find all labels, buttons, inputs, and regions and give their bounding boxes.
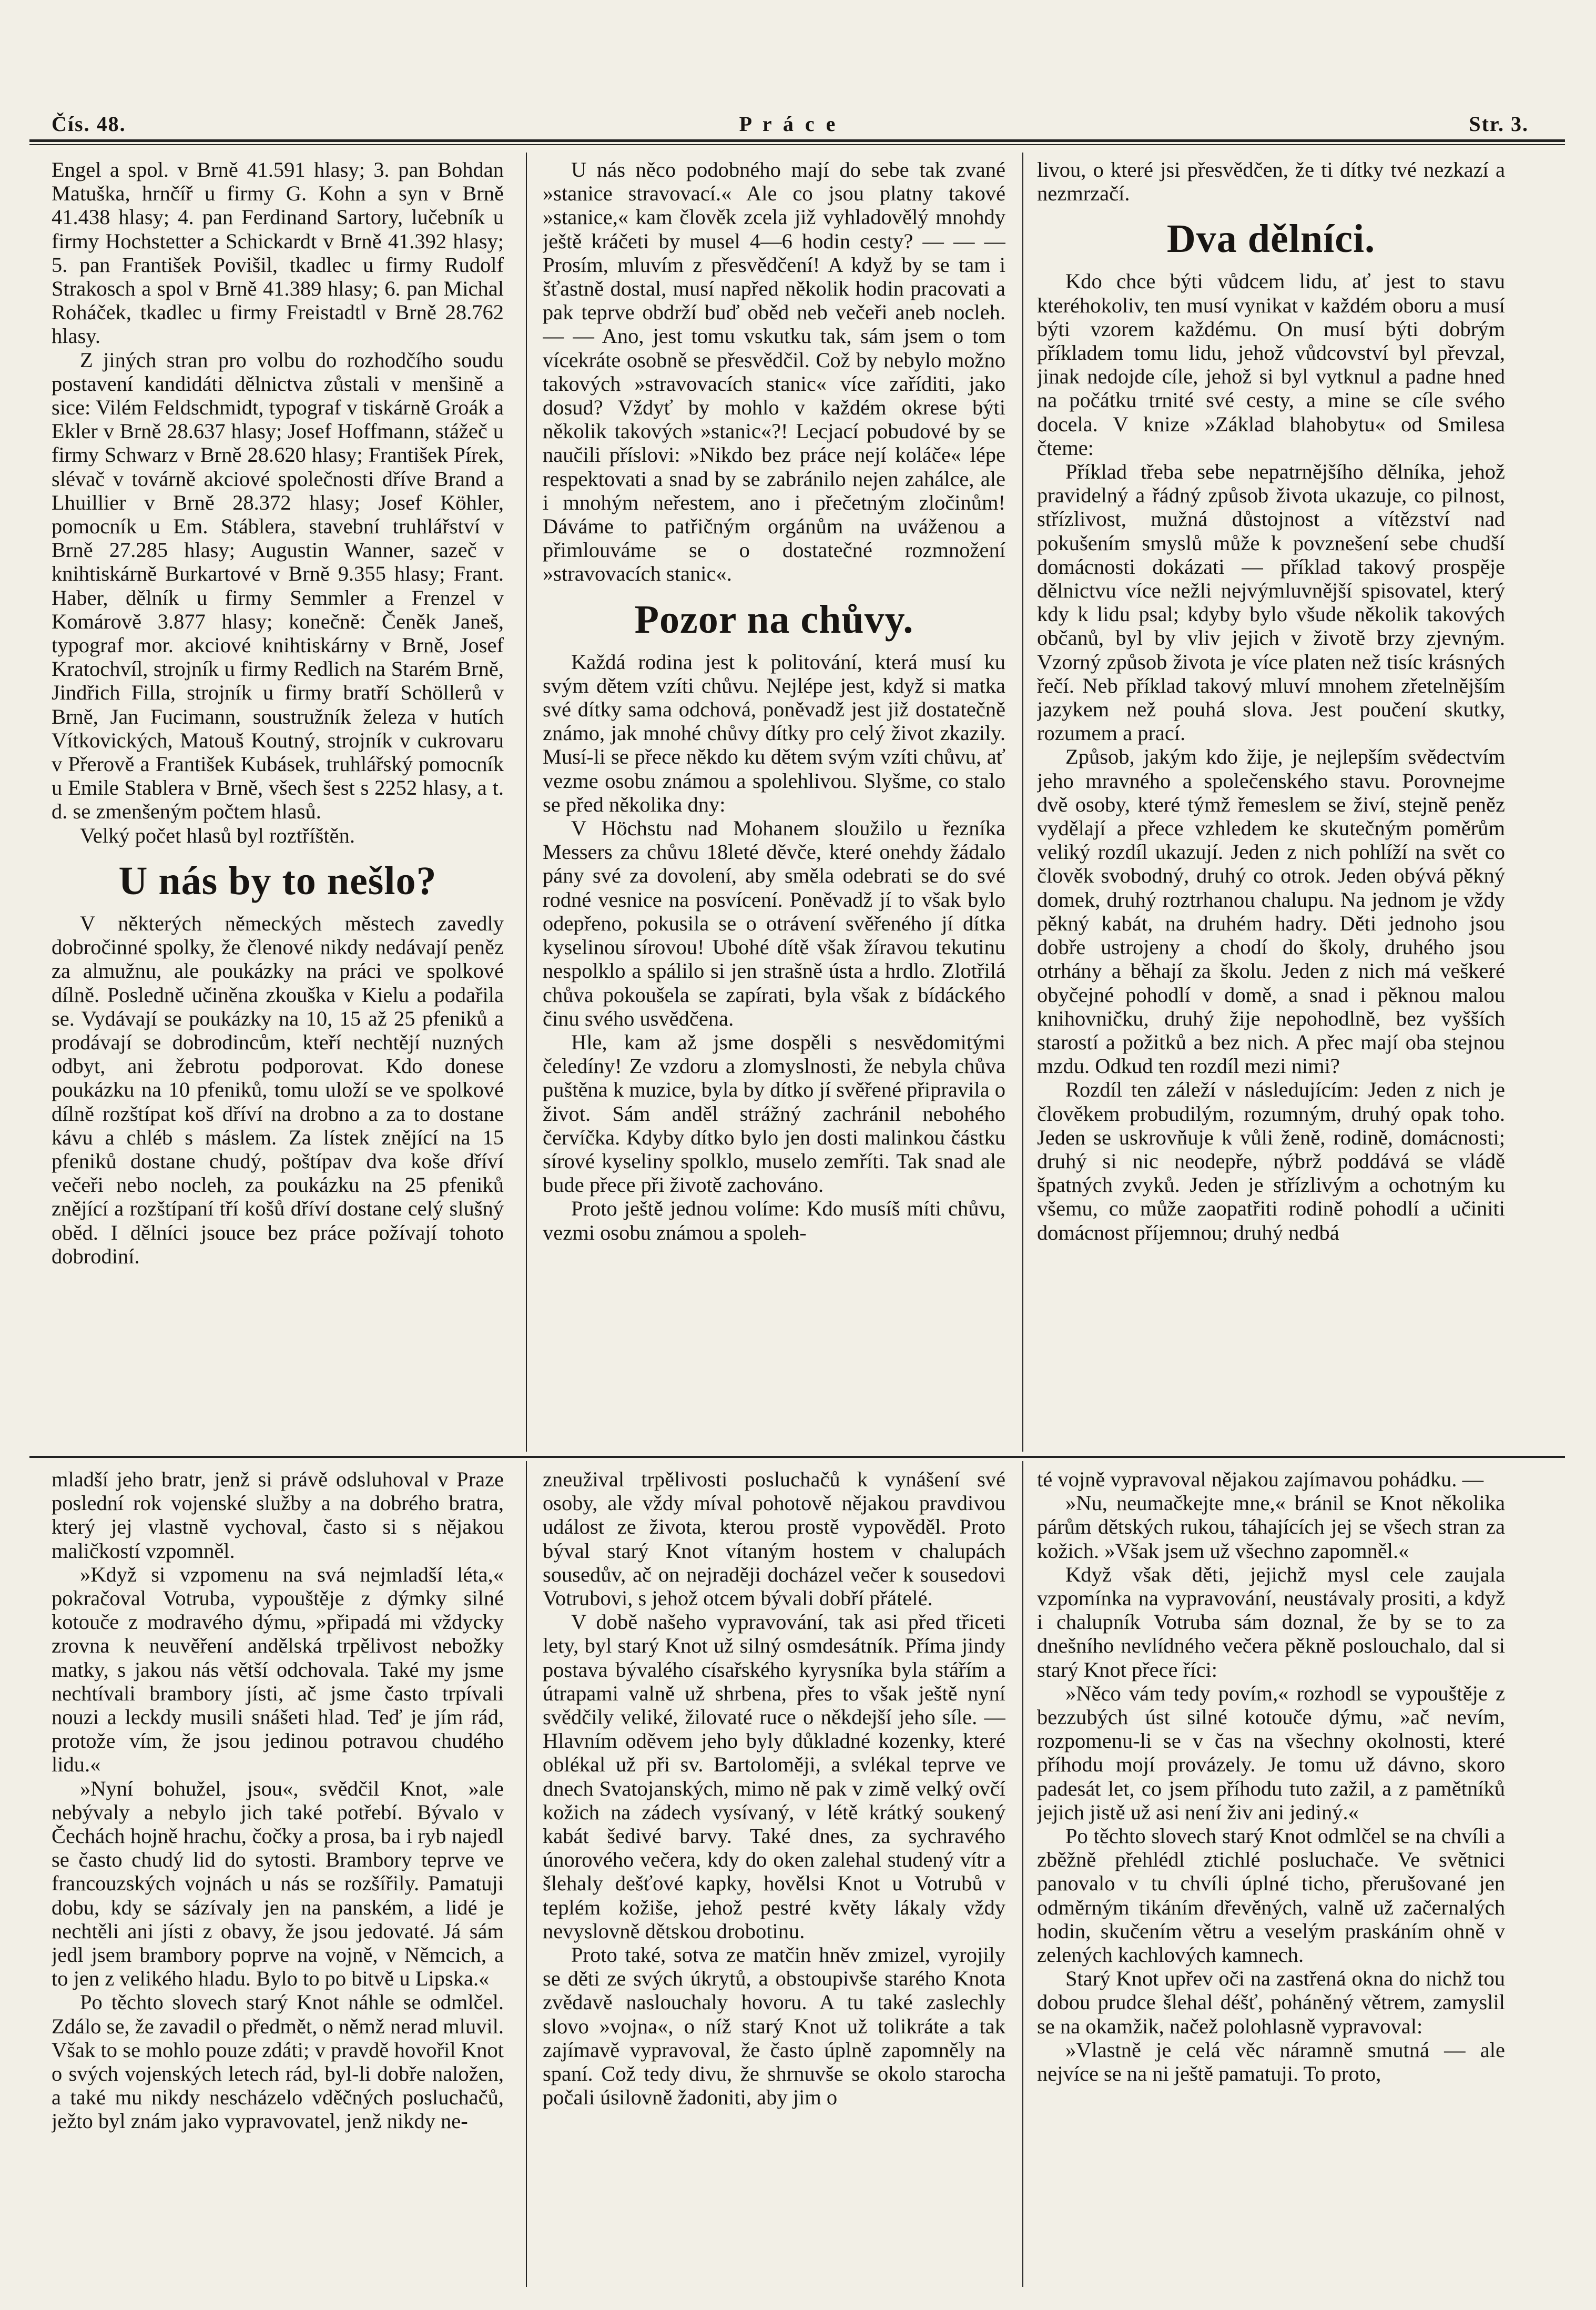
article-paragraph: »Když si vzpomenu na svá nejmladší léta,« pokračoval Votruba, vypouštěje z dýmky silné kotouče z modravého dýmu, »připadá mi vždycky zrovna k neuvěření andělská trpělivost nebožky matky, s jakou nás větší odchovala. Také my jsme nechtívali brambory jísti, ač jsme často trpívali nouzi a leckdy musili snášeti hlad. Teď je jím rád, protože vím, že jsou jedinou potravou chudého lidu.« xyxy=(52,1562,504,1777)
header-rule xyxy=(29,139,1565,142)
article-paragraph: livou, o které jsi přesvědčen, že ti dítky tvé nezkazí a nezmrzačí. xyxy=(1037,158,1505,206)
article-paragraph: »Něco vám tedy povím,« rozhodl se vypouštěje z bezzubých úst silné kotouče dýmu, »ač nevím, rozpomenu-li se v čas na všechny okolnosti, které příhodu mojí provázely. Je tomu už dávno, skoro padesát let, co jsem příhodu tuto zažil, a z pamětníků jejich jistě už asi není živ ani jediný.« xyxy=(1037,1681,1505,1824)
lower-column-3 xyxy=(1037,1467,1505,2288)
lower-column-1 xyxy=(52,1467,504,2288)
article-paragraph: Po těchto slovech starý Knot náhle se odmlčel. Zdálo se, že zavadil o předmět, o němž nerad mluvil. Však to se mohlo pouze zdáti; v pravdě hovořil Knot o svých vojenských letech rád, byl-li dobře naložen, a také mu nikdy nescházelo vděčných posluchačů, ježto byl znám jako vypravovatel, jenž nikdy ne- xyxy=(52,1990,504,2133)
article-paragraph: Proto také, sotva ze matčin hněv zmizel, vyrojily se děti ze svých úkrytů, a obstoupivše starého Knota zvědavě naslouchaly hovoru. A tu také zaslechly slovo »vojna«, o níž starý Knot už tolikráte a tak zajímavě vypravoval, že často úplně zapomněly na spaní. Což tedy divu, že shrnuvše se okolo starocha počali úsilovně žadoniti, aby jim o xyxy=(543,1943,1005,2110)
upper-column-2 xyxy=(543,158,1005,1446)
article-paragraph: Engel a spol. v Brně 41.591 hlasy; 3. pan Bohdan Matuška, hrnčíř u firmy G. Kohn a syn v Brně 41.438 hlasy; 4. pan Ferdinand Sartory, lučebník u firmy Hochstetter a Schickardt v Brně 41.392 hlasy; 5. pan František Povišil, tkadlec u firmy Rudolf Strakosch a spol v Brně 41.389 hlasy; 6. pan Michal Roháček, tkadlec u firmy Freistadtl v Brně 28.762 hlasy. xyxy=(52,158,504,348)
article-paragraph: mladší jeho bratr, jenž si právě odsluhoval v Praze poslední rok vojenské služby a na dobrého bratra, který jej vlastně vychoval, často si s nějakou maličkostí vzpomněl. xyxy=(52,1467,504,1563)
article-paragraph: Kdo chce býti vůdcem lidu, ať jest to stavu kteréhokoliv, ten musí vynikat v každém oboru a musí býti vzorem každému. On musí býti dobrým příkladem tomu lidu, jehož vůdcovství byl převzal, jinak nedojde cíle, jehož si byl vytknul a padne hned na počátku trnité své cesty, a mine se cíle svého docela. V knize »Základ blahobytu« od Smilesa čteme: xyxy=(1037,269,1505,460)
article-headline: Pozor na chůvy. xyxy=(634,597,914,642)
article-paragraph: »Nu, neumačkejte mne,« bránil se Knot několika párům dětských rukou, táhajících jej se všech stran za kožich. »Však jsem už všechno zapomněl.« xyxy=(1037,1491,1505,1563)
header-rule-thin xyxy=(29,144,1565,145)
article-headline: Dva dělníci. xyxy=(1166,217,1376,261)
article-paragraph: Způsob, jakým kdo žije, je nejlepším svědectvím jeho mravného a společenského stavu. Porovnejme dvě osoby, které týmž řemeslem se živí, stejně peněz vydělají a přece vzhledem ke skutečným poměrům veliký rozdíl ukazují. Jeden z nich pohlíží na svět co člověk svobodný, druhý co otrok. Jeden obývá pěkný domek, druhý roztrhanou chalupu. Na jednom je vždy pěkný kabát, na druhém hadry. Děti jednoho jsou dobře ustrojeny a chodí do školy, druhého jsou otrhány a běhají za školu. Jeden z nich má veškeré obyčejné pohodlí v domě, a snad i pěknou malou knihovničku, druhý žije nepohodlně, bez vyšších starostí a požitků a bez nich. A přec mají oba stejnou mzdu. Odkud ten rozdíl mezi nimi? xyxy=(1037,745,1505,1078)
section-divider xyxy=(29,1456,1565,1458)
article-paragraph: V Höchstu nad Mohanem sloužilo u řezníka Messers za chůvu 18leté děvče, které onehdy žádalo pány své za dovolení, aby směla odebrati se do své rodné vesnice na posvícení. Poněvadž jí to však bylo odepřeno, pokusila se o otrávení svěřeného jí dítka kyselinou sírovou! Ubohé dítě však žíravou tekutinu nespolklo a spálilo si jen strašně ústa a hrdlo. Zlotřilá chůva pokoušela se zapírati, byla však z bídáckého činu svého usvědčena. xyxy=(543,816,1005,1030)
article-paragraph: Rozdíl ten záleží v následujícím: Jeden z nich je člověkem probudilým, rozumným, druhý opak toho. Jeden se uskrovňuje k vůli ženě, rodině, domácnosti; druhý si nic neodepře, nýbrž poddává se vládě špatných zvyků. Jeden je střízlivým a ochotným ku všemu, co může zaopatřiti rodině pohodlí a učiniti domácnost příjemnou; druhý nedbá xyxy=(1037,1078,1505,1244)
article-paragraph: zneužival trpělivosti posluchačů k vynášení své osoby, ale vždy míval pohotově nějakou pravdivou událost ze života, kterou prostě vypověděl. Proto býval starý Knot vítaným hostem v chalupách sousedův, ač on nejraději docházel večer k sousedovi Votrubovi, s jehož otcem bývali dobří přátelé. xyxy=(543,1467,1005,1610)
article-paragraph: »Nyní bohužel, jsou«, svědčil Knot, »ale nebývaly a nebylo jich také potřebí. Bývalo v Čechách hojně hrachu, čočky a prosa, ba i ryb najedl se často chudý lid do sytosti. Brambory teprve ve francouzských vojnách u nás se rozšířily. Pamatuji dobu, kdy se sázívaly jen na panském, a lidé je nechtěli ani jísti z obavy, že jsou jedovaté. Já sám jedl jsem brambory poprve na vojně, v Němcich, a to jen z velikého hladu. Bylo to po bitvě u Lipska.« xyxy=(52,1776,504,1991)
article-paragraph: Po těchto slovech starý Knot odmlčel se na chvíli a zběžně přehlédl ztichlé posluchače. Ve světnici panovalo v tu chvíli úplné ticho, přerušované jen odměrným tikáním dřevěných, valně už začernalých hodin, skučením větru a veselým praskáním ohně v zelených kachlových kamnech. xyxy=(1037,1824,1505,1967)
article-paragraph: Příklad třeba sebe nepatrnějšího dělníka, jehož pravidelný a řádný způsob života ukazuje, co pilnost, střízlivost, mužná důstojnost a vítězství nad pokušením smyslů může k povznešení sebe chudší domácnosti dokázati — příklad takový prospěje dělnictvu více nežli nejvýmluvnější spisovatel, který kdy k lidu psal; kdyby bylo všude několik takových občanů, byl by vliv jejich v životě brzy zjevným. Vzorný způsob života je více platen než tisíc krásných řečí. Neb příklad takový mluví mnohem zřetelnějším jazykem než pouhá slova. Jest poučení skutky, rozumem a prací. xyxy=(1037,460,1505,745)
column-divider xyxy=(1022,153,1023,1452)
upper-column-3 xyxy=(1037,158,1505,1446)
article-paragraph: Starý Knot upřev oči na zastřená okna do nichž tou dobou prudce šlehal déšť, poháněný větrem, zamyslil se na okamžik, načež polohlasně vypravoval: xyxy=(1037,1967,1505,2038)
article-paragraph: Z jiných stran pro volbu do rozhodčího soudu postavení kandidáti dělnictva zůstali v menšině a sice: Vilém Feldschmidt, typograf v tiskárně Groák a Ekler v Brně 28.637 hlasy; Josef Hoffmann, stážeč u firmy Schwarz v Brně 28.620 hlasy; František Pírek, slévač v továrně akciové společnosti dříve Brand a Lhuillier v Brně 28.372 hlasy; Josef Köhler, pomocník u Em. Stáblera, stavební truhlářství v Brně 27.285 hlasy; Augustin Wanner, sazeč v knihtiskárně Burkartové v Brně 9.355 hlasy; Frant. Haber, dělník u firmy Semmler a Frenzel v Komárově 3.877 hlasy; konečně: Čeněk Janeš, typograf mor. akciové knihtiskárny v Brně, Josef Kratochvíl, strojník u firmy Redlich na Starém Brně, Jindřich Filla, strojník u firmy bratří Schöllerů v Brně, Jan Fucimann, soustružník železa v hutích Vítkovických, Matouš Koutný, strojník v cukrovaru v Přerově a František Kubásek, truhlářský pomocník u Emile Stablera v Brně, všech šest s 2252 hlasy, a t. d. se zmenšeným počtem hlasů. xyxy=(52,348,504,824)
article-headline: U nás by to nešlo? xyxy=(118,858,437,903)
article-paragraph: Když však děti, jejichž mysl cele zaujala vzpomínka na vypravování, neustávaly prositi, a když i chalupník Votruba sám doznal, že by se to za dnešního nevlídného večera pěkně poslouchalo, dal si starý Knot přece říci: xyxy=(1037,1562,1505,1681)
article-paragraph: té vojně vypravoval nějakou zajímavou pohádku. — xyxy=(1037,1467,1484,1491)
article-paragraph: Hle, kam až jsme dospěli s nesvědomitými čeledíny! Ze vzdoru a zlomyslnosti, že nebyla chůva puštěna k muzice, byla by dítko jí svěřené připravila o život. Sám anděl strážný zachránil nebohého červíčka. Kdyby dítko bylo jen dosti malinkou částku sírové kyseliny spolklo, muselo zemříti. Tak snad ale bude přece při životě zachováno. xyxy=(543,1030,1005,1197)
upper-column-1 xyxy=(52,158,504,1446)
lower-column-2 xyxy=(543,1467,1005,2288)
column-divider xyxy=(1022,1461,1023,2287)
column-divider xyxy=(526,153,527,1452)
article-paragraph: Každá rodina jest k politování, která musí ku svým dětem vzíti chůvu. Nejlépe jest, když si matka své dítky sama odchová, poněvadž jest již dostatečně známo, jak mnohé chůvy dítky pro celý život zkazily. Musí-li se přece někdo ku dětem svým vzíti chůvu, ať vezme osobu známou a spolehlivou. Slyšme, co stalo se před několika dny: xyxy=(543,650,1005,816)
article-paragraph: Velký počet hlasů byl roztříštěn. xyxy=(80,823,355,847)
article-paragraph: V době našeho vypravování, tak asi před třiceti lety, byl starý Knot už silný osmdesátník. Příma jindy postava bývalého císařského kyrysníka byla stářím a útrapami valně už shrbena, přes to však ještě nyní svědčily veliké, žilovaté ruce o někdejší jeho síle. — Hlavním oděvem jeho byly důkladné kozenky, které oblékal už při sv. Bartoloměji, a svlékal teprve ve dnech Svatojanských, mimo ně pak v zimě velký ovčí kožich na zádech vysívaný, v létě krátký soukený kabát šedivé barvy. Také dnes, za sychravého únorového večera, kdy do oken zalehal studený vítr a šlehaly dešťové kapky, hovělsi Knot u Votrubů v teplém kožiše, jehož pestré květy lákaly vždy nevyslovně dětskou drobotinu. xyxy=(543,1610,1005,1943)
article-paragraph: V některých německých městech zavedly dobročinné spolky, že členové nikdy nedávají peněz za almužnu, ale poukázky na práci ve spolkové dílně. Posledně učiněna zkouška v Kielu a podařila se. Vydávají se poukázky na 10, 15 až 25 pfeniků a prodávají se dobrodincům, kteří nechtějí nuzných odbyt, ani žebrotu podporovat. Kdo donese poukázku na 10 pfeniků, tomu uloží se ve spolkové dílně rozštípat koš dříví na drobno a za to dostane kávu a chléb s máslem. Za lístek znějící na 15 pfeniků dostane chudý, poštípav dva koše dříví večeři nebo nocleh, za poukázku na 25 pfeniků znějící a rozštípaní tří košů dříví dostane celý slušný oběd. I dělníci jsouce bez práce požívají tohoto dobrodiní. xyxy=(52,911,504,1268)
page-number: Str. 3. xyxy=(1469,112,1529,136)
column-divider xyxy=(526,1461,527,2287)
article-paragraph: Proto ještě jednou volíme: Kdo musíš míti chůvu, vezmi osobu známou a spoleh- xyxy=(543,1197,1005,1244)
newspaper-title: P r á c e xyxy=(739,112,839,136)
issue-number: Čís. 48. xyxy=(52,112,126,136)
article-paragraph: U nás něco podobného mají do sebe tak zvané »stanice stravovací.« Ale co jsou platny takové »stanice,« kam člověk zcela již vyhladovělý mnohdy ještě kráčeti by musel 4—6 hodin cesty? — — — Prosím, mluvím z přesvědčení! A když by se tam i šťastně dostal, musí napřed několik hodin pracovati a pak teprve obdrží buď oběd neb večeři aneb nocleh. — — Ano, jest tomu vskutku tak, sám jsem o tom vícekráte osobně se přesvědčil. Což by nebylo možno takových »stravovacích stanic« více zaříditi, jako dosud? Vždyť by mohlo v každém okrese býti několik takových »stanic«?! Lecjací pobudové by se naučili příslovi: »Nikdo bez práce nejí koláče« lépe respektovati a snad by se zabránilo nejen zahálce, ale i mnohým neřestem, ano i přečetným zločinům! Dáváme to patřičným orgánům na uváženou a přimlouváme se o dostatečné rozmnožení »stravovacích stanic«. xyxy=(543,158,1005,586)
article-paragraph: »Vlastně je celá věc náramně smutná — ale nejvíce se na ni ještě pamatuji. To proto, xyxy=(1037,2038,1505,2086)
